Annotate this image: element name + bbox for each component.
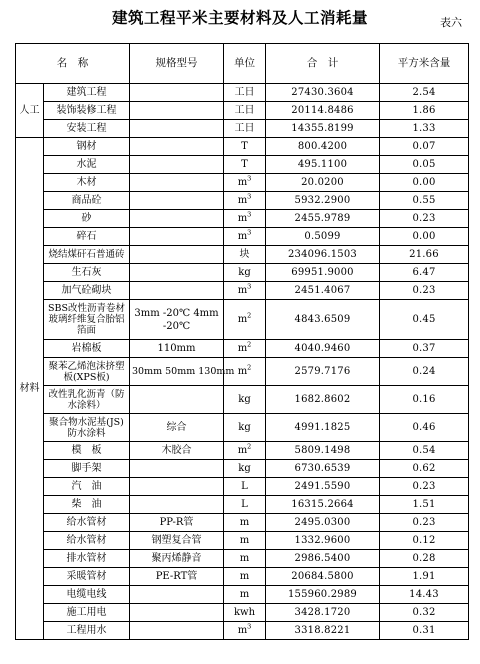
header-name: 名 称 <box>16 44 130 84</box>
item-spec <box>130 120 224 138</box>
item-spec: 聚丙烯静音 <box>130 550 224 568</box>
item-total: 16315.2664 <box>266 496 380 514</box>
item-total: 4843.6509 <box>266 300 380 340</box>
item-spec <box>130 282 224 300</box>
item-per-sqm: 0.00 <box>380 228 469 246</box>
item-spec <box>130 210 224 228</box>
item-per-sqm: 0.24 <box>380 358 469 386</box>
item-name: 工程用水 <box>44 622 130 640</box>
item-name: 钢材 <box>44 138 130 156</box>
item-name: 排水管材 <box>44 550 130 568</box>
item-name: 碎石 <box>44 228 130 246</box>
item-spec: 110mm <box>130 340 224 358</box>
item-unit: 块 <box>224 246 266 264</box>
item-per-sqm: 0.16 <box>380 386 469 414</box>
table-row <box>16 496 469 514</box>
item-unit <box>224 210 266 228</box>
item-name: 装饰装修工程 <box>44 102 130 120</box>
item-per-sqm: 0.23 <box>380 282 469 300</box>
item-name: SBS改性沥青卷材玻璃纤维复合胎铝箔面 <box>44 300 130 340</box>
item-unit: m <box>224 550 266 568</box>
item-name: 建筑工程 <box>44 84 130 102</box>
item-spec <box>130 84 224 102</box>
item-unit: m <box>224 586 266 604</box>
item-name: 木材 <box>44 174 130 192</box>
item-unit: m <box>224 514 266 532</box>
table-row <box>16 358 469 386</box>
item-per-sqm: 0.12 <box>380 532 469 550</box>
table-row <box>16 478 469 496</box>
item-spec: PP-R管 <box>130 514 224 532</box>
unit-text: m <box>237 213 248 224</box>
header-unit: 单位 <box>224 44 266 84</box>
item-spec: 木胶合 <box>130 442 224 460</box>
item-total: 155960.2989 <box>266 586 380 604</box>
item-name: 给水管材 <box>44 532 130 550</box>
unit-superscript: 2 <box>247 311 252 320</box>
table-row <box>16 120 469 138</box>
table-row <box>16 174 469 192</box>
item-unit <box>224 228 266 246</box>
item-total: 1682.8602 <box>266 386 380 414</box>
item-per-sqm: 0.23 <box>380 478 469 496</box>
item-unit: kg <box>224 460 266 478</box>
unit-text: m <box>237 445 248 456</box>
item-name: 给水管材 <box>44 514 130 532</box>
item-per-sqm: 1.51 <box>380 496 469 514</box>
table-row <box>16 604 469 622</box>
item-total: 2986.5400 <box>266 550 380 568</box>
item-per-sqm: 0.37 <box>380 340 469 358</box>
item-spec <box>130 478 224 496</box>
item-spec <box>130 386 224 414</box>
item-per-sqm: 0.05 <box>380 156 469 174</box>
unit-superscript: 2 <box>247 340 252 349</box>
table-row <box>16 138 469 156</box>
unit-superscript: 3 <box>247 210 252 219</box>
item-unit: 工日 <box>224 102 266 120</box>
item-spec <box>130 102 224 120</box>
header-spec: 规格型号 <box>130 44 224 84</box>
item-total: 6730.6539 <box>266 460 380 478</box>
item-unit: kg <box>224 414 266 442</box>
item-name: 模 板 <box>44 442 130 460</box>
item-name: 改性乳化沥青（防水涂料） <box>44 386 130 414</box>
item-name: 水泥 <box>44 156 130 174</box>
item-per-sqm: 1.91 <box>380 568 469 586</box>
item-total: 4991.1825 <box>266 414 380 442</box>
unit-text: m <box>237 231 248 242</box>
header-row <box>16 44 469 84</box>
item-name: 脚手架 <box>44 460 130 478</box>
table-row <box>16 460 469 478</box>
item-spec: 综合 <box>130 414 224 442</box>
unit-superscript: 2 <box>247 363 252 372</box>
page-title: 建筑工程平米主要材料及人工消耗量 <box>111 9 368 27</box>
table-row <box>16 386 469 414</box>
item-unit: 工日 <box>224 120 266 138</box>
unit-text: m <box>237 285 248 296</box>
table-row <box>16 246 469 264</box>
item-unit <box>224 300 266 340</box>
item-total: 2451.4067 <box>266 282 380 300</box>
unit-text: m <box>237 195 248 206</box>
item-spec <box>130 156 224 174</box>
table-row <box>16 282 469 300</box>
item-unit <box>224 192 266 210</box>
item-per-sqm: 14.43 <box>380 586 469 604</box>
item-spec <box>130 622 224 640</box>
table-row <box>16 514 469 532</box>
item-total: 2495.0300 <box>266 514 380 532</box>
item-spec <box>130 174 224 192</box>
item-name: 加气砼砌块 <box>44 282 130 300</box>
item-total: 234096.1503 <box>266 246 380 264</box>
item-total: 20114.8486 <box>266 102 380 120</box>
item-total: 2579.7176 <box>266 358 380 386</box>
item-per-sqm: 0.45 <box>380 300 469 340</box>
table-row <box>16 550 469 568</box>
item-per-sqm: 0.00 <box>380 174 469 192</box>
item-unit: L <box>224 496 266 514</box>
consumption-table <box>15 43 469 640</box>
item-total: 495.1100 <box>266 156 380 174</box>
item-total: 3318.8221 <box>266 622 380 640</box>
item-name: 电缆电线 <box>44 586 130 604</box>
item-total: 27430.3604 <box>266 84 380 102</box>
unit-superscript: 3 <box>247 282 252 291</box>
item-spec <box>130 460 224 478</box>
item-unit: T <box>224 156 266 174</box>
item-spec <box>130 586 224 604</box>
item-name: 岩棉板 <box>44 340 130 358</box>
item-per-sqm: 0.32 <box>380 604 469 622</box>
item-per-sqm: 1.86 <box>380 102 469 120</box>
unit-superscript: 3 <box>247 622 252 631</box>
item-unit <box>224 442 266 460</box>
item-per-sqm: 1.33 <box>380 120 469 138</box>
item-per-sqm: 0.62 <box>380 460 469 478</box>
item-per-sqm: 0.23 <box>380 514 469 532</box>
item-name: 汽 油 <box>44 478 130 496</box>
item-total: 4040.9460 <box>266 340 380 358</box>
item-spec <box>130 228 224 246</box>
item-unit: kwh <box>224 604 266 622</box>
item-spec: 3mm -20℃ 4mm -20℃ <box>130 300 224 340</box>
unit-text: m <box>237 625 248 636</box>
item-unit <box>224 282 266 300</box>
unit-superscript: 3 <box>247 228 252 237</box>
item-total: 69951.9000 <box>266 264 380 282</box>
unit-superscript: 3 <box>247 174 252 183</box>
item-name: 烧结煤矸石普通砖 <box>44 246 130 264</box>
item-spec <box>130 192 224 210</box>
item-total: 5932.2900 <box>266 192 380 210</box>
table-row <box>16 264 469 282</box>
table-row <box>16 622 469 640</box>
unit-text: m <box>237 314 248 325</box>
item-total: 2455.9789 <box>266 210 380 228</box>
item-total: 800.4200 <box>266 138 380 156</box>
item-name: 商品砼 <box>44 192 130 210</box>
item-total: 5809.1498 <box>266 442 380 460</box>
item-name: 采暖管材 <box>44 568 130 586</box>
item-unit <box>224 174 266 192</box>
item-unit: T <box>224 138 266 156</box>
item-per-sqm: 21.66 <box>380 246 469 264</box>
item-name: 柴 油 <box>44 496 130 514</box>
item-per-sqm: 0.28 <box>380 550 469 568</box>
item-per-sqm: 2.54 <box>380 84 469 102</box>
item-per-sqm: 0.23 <box>380 210 469 228</box>
table-row <box>16 532 469 550</box>
item-spec: PE-RT管 <box>130 568 224 586</box>
item-spec <box>130 264 224 282</box>
table-number: 表六 <box>440 16 462 29</box>
item-spec <box>130 604 224 622</box>
table-row <box>16 414 469 442</box>
item-unit <box>224 340 266 358</box>
item-total: 20684.5800 <box>266 568 380 586</box>
table-row <box>16 228 469 246</box>
item-spec <box>130 138 224 156</box>
item-total: 0.5099 <box>266 228 380 246</box>
item-unit: kg <box>224 264 266 282</box>
item-spec: 钢塑复合管 <box>130 532 224 550</box>
unit-text: m <box>237 366 248 377</box>
table-row <box>16 192 469 210</box>
item-per-sqm: 0.54 <box>380 442 469 460</box>
table-row <box>16 568 469 586</box>
item-per-sqm: 0.31 <box>380 622 469 640</box>
item-name: 聚苯乙烯泡沫挤塑板(XPS板) <box>44 358 130 386</box>
item-spec <box>130 496 224 514</box>
table-row <box>16 340 469 358</box>
item-name: 安装工程 <box>44 120 130 138</box>
item-name: 生石灰 <box>44 264 130 282</box>
item-per-sqm: 0.55 <box>380 192 469 210</box>
item-name: 砂 <box>44 210 130 228</box>
item-total: 3428.1720 <box>266 604 380 622</box>
item-name: 施工用电 <box>44 604 130 622</box>
item-unit: L <box>224 478 266 496</box>
item-unit <box>224 622 266 640</box>
table-row <box>16 84 469 102</box>
header-per-sqm: 平方米含量 <box>380 44 469 84</box>
table-row <box>16 586 469 604</box>
item-spec <box>130 246 224 264</box>
item-spec: 30mm 50mm 130mm <box>130 358 224 386</box>
category-materials: 材料 <box>16 138 44 640</box>
table-row <box>16 156 469 174</box>
unit-superscript: 3 <box>247 192 252 201</box>
item-per-sqm: 0.46 <box>380 414 469 442</box>
item-unit: m <box>224 568 266 586</box>
table-row <box>16 102 469 120</box>
item-unit: kg <box>224 386 266 414</box>
table-row <box>16 300 469 340</box>
unit-text: m <box>237 177 248 188</box>
unit-superscript: 2 <box>247 442 252 451</box>
header-total: 合 计 <box>266 44 380 84</box>
item-unit: m <box>224 532 266 550</box>
category-labor: 人工 <box>16 84 44 138</box>
item-per-sqm: 6.47 <box>380 264 469 282</box>
table-row <box>16 210 469 228</box>
item-per-sqm: 0.07 <box>380 138 469 156</box>
table-row <box>16 442 469 460</box>
unit-text: m <box>237 343 248 354</box>
item-total: 2491.5590 <box>266 478 380 496</box>
item-name: 聚合物水泥基(JS)防水涂料 <box>44 414 130 442</box>
item-unit: 工日 <box>224 84 266 102</box>
item-total: 20.0200 <box>266 174 380 192</box>
item-total: 1332.9600 <box>266 532 380 550</box>
item-total: 14355.8199 <box>266 120 380 138</box>
